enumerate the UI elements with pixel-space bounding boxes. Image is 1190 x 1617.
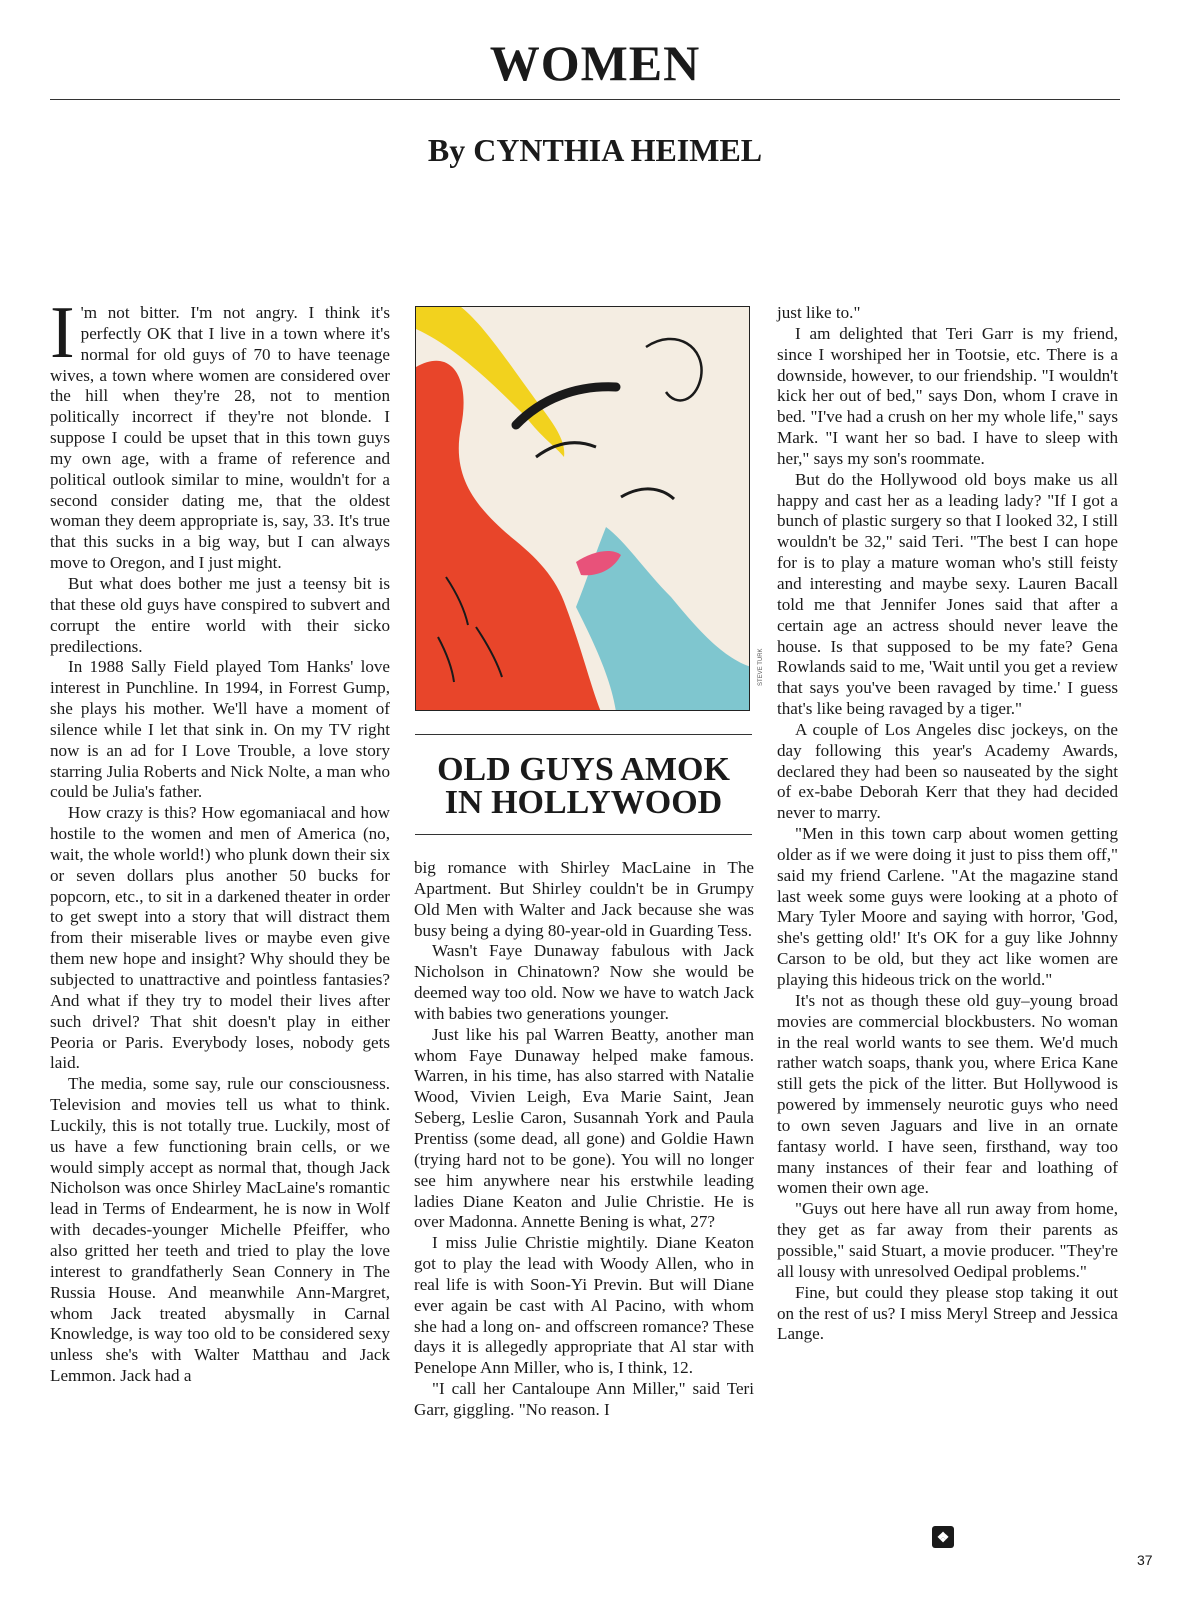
illustration	[415, 306, 750, 711]
headline-line-2: IN HOLLYWOOD	[444, 784, 723, 821]
article-paragraph: I miss Julie Christie mightily. Diane Keaton got to play the lead with Woody Allen, who in real life is with Soon-Yi Previn. But will Diane ever again be cast with Al Pacino, with whom she had a long on- and offscreen romance? These days it is allegedly appropriate that Al star with Penelope Ann Miller, who is, I think, 12.	[414, 1233, 754, 1378]
article-paragraph: "I call her Cantaloupe Ann Miller," said Teri Garr, giggling. "No reason. I	[414, 1379, 754, 1419]
headline-line-1: OLD GUYS AMOK	[437, 751, 730, 788]
rabbit-head-icon: ❖	[932, 1526, 954, 1548]
article-paragraph: Wasn't Faye Dunaway fabulous with Jack Nicholson in Chinatown? Now she would be deemed way too old. Now we have to watch Jack with babies two generations younger.	[414, 941, 754, 1023]
article-paragraph: The media, some say, rule our consciousness. Television and movies tell us what to think. Luckily, this is not totally true. Luckily, most of us have a few functioning brain cells, or we would simply accept as normal that, though Jack Nicholson was once Shirley MacLaine's romantic lead in Terms of Endearment, he is now in Wolf with decades-younger Michelle Pfeiffer, who also gritted her teeth and tried to play the love interest to grandfatherly Sean Connery in The Russia House. And meanwhile Ann-Margret, whom Jack treated abysmally in Carnal Knowledge, is way too old to be considered sexy unless she's with Walter Matthau and Jack Lemmon. Jack had a	[50, 1074, 390, 1386]
article-paragraph: But do the Hollywood old boys make us all happy and cast her as a leading lady? "If I got a bunch of plastic surgery so that I looked 32, I still wouldn't be 32," said Teri. "The best I can hope for is to play a mature woman who's still feisty and interesting and maybe sexy. Lauren Bacall told me that Jennifer Jones said that after a certain age an actress should never leave the house. Is that supposed to be my fate? Gena Rowlands said to me, 'Wait until you get a review that says you've been ravaged by time.' I guess that's like being ravaged by a tiger."	[777, 469, 1118, 719]
article-paragraph: How crazy is this? How egomaniacal and how hostile to the women and men of America (no, wait, the whole world!) who plunk down their six or seven dollars plus another 50 bucks for popcorn, etc., to sit in a darkened theater in order to get swept into a story that will distract them from their miserable lives or maybe even give them new hope and insight? Why should they be subjected to unattractive and pointless fantasies? And what if they try to model their lives after such drivel? That shit doesn't play in either Peoria or Paris. Everybody loses, nobody gets laid.	[50, 803, 390, 1073]
illustration-credit: STEVE TURK	[758, 648, 764, 686]
article-paragraph: A couple of Los Angeles disc jockeys, on the day following this year's Academy Awards, declared they had been so nauseated by the sight of ex-babe Deborah Kerr that they had decided never to marry.	[777, 719, 1118, 823]
article-column-1	[50, 292, 390, 1387]
article-paragraph: big romance with Shirley MacLaine in The Apartment. But Shirley couldn't be in Grumpy Old Men with Walter and Jack because she was busy being a dying 80-year-old in Guarding Tess.	[414, 858, 754, 940]
article-headline	[415, 753, 752, 819]
headline-rule-bottom	[415, 834, 752, 835]
article-paragraph: "Men in this town carp about women getting older as if we were doing it just to piss them off," said my friend Carlene. "At the magazine stand last week some guys were looking at a photo of Mary Tyler Moore and saying with horror, 'God, she's getting old!' It's OK for a guy like Johnny Carson to be old, but they act like women are playing this hideous trick on the world."	[777, 824, 1118, 989]
article-paragraph: Fine, but could they please stop taking it out on the rest of us? I miss Meryl Streep and Jessica Lange.	[777, 1282, 1118, 1344]
page-number: 37	[1137, 1552, 1153, 1568]
article-column-3	[777, 303, 1118, 1345]
drop-cap: I	[50, 292, 75, 374]
article-paragraph: It's not as though these old guy–young broad movies are commercial blockbusters. No woman in the real world wants to see them. We'd much rather watch soaps, thank you, where Erica Kane still gets the pick of the litter. But Hollywood is powered by immensely neurotic guys who need to own seven Jaguars and live in an ornate fantasy world. I have seen, firsthand, way too many instances of their fear and loathing of women their own age.	[777, 990, 1118, 1198]
section-title: WOMEN	[489, 35, 701, 91]
article-paragraph: But what does bother me just a teensy bit is that these old guys have conspired to subvert and corrupt the entire world with their sicko predilections.	[50, 573, 390, 656]
article-paragraph: "Guys out here have all run away from home, they get as far away from their parents as possible," said Stuart, a movie producer. "They're all lousy with unresolved Oedipal problems."	[777, 1199, 1118, 1281]
article-paragraph: just like to."	[777, 303, 861, 322]
article-paragraph: I 'm not bitter. I'm not angry. I think it's perfectly OK that I live in a town where it's normal for old guys of 70 to have teenage wives, a town where women are considered over the hill when they're 28, not to mention politically incorrect if they're not blonde. I suppose I could be upset that in this town guys my own age, with a frame of reference and political outlook similar to mine, wouldn't for a second consider dating me, that the oldest woman they deem appropriate is, say, 33. It's true that this sucks in a big way, but I can always move to Oregon, and I just might.	[50, 292, 390, 573]
article-paragraph: Just like his pal Warren Beatty, another man whom Faye Dunaway helped make famous. Warren, in his time, has also starred with Natalie Wood, Vivien Leigh, Eva Marie Saint, Jean Seberg, Leslie Caron, Susannah York and Paula Prentiss (some dead, all gone) and Goldie Hawn (trying hard not to be gone). You will no longer see him anywhere near his erstwhile leading ladies Diane Keaton and Julie Christie. He is over Madonna. Annette Bening is what, 27?	[414, 1024, 754, 1232]
title-rule	[50, 99, 1120, 100]
headline-rule-top	[415, 734, 752, 735]
article-paragraph: In 1988 Sally Field played Tom Hanks' love interest in Punchline. In 1994, in Forrest Gump, she plays his mother. We'll have a moment of silence while I let that sink in. On my TV right now is an ad for I Love Trouble, a love story starring Julia Roberts and Nick Nolte, a man who could be Julia's father.	[50, 657, 390, 802]
article-column-2	[414, 858, 754, 1421]
byline: By CYNTHIA HEIMEL	[427, 132, 763, 168]
article-paragraph: I am delighted that Teri Garr is my friend, since I worshiped her in Tootsie, etc. There is a downside, however, to our friendship. "I wouldn't kick her out of bed," says Don, whom I crave in bed. "I've had a crush on her my whole life," says Mark. "I want her so bad. I have to sleep with her," says my son's roommate.	[777, 323, 1118, 468]
kiss-illustration	[416, 307, 750, 711]
